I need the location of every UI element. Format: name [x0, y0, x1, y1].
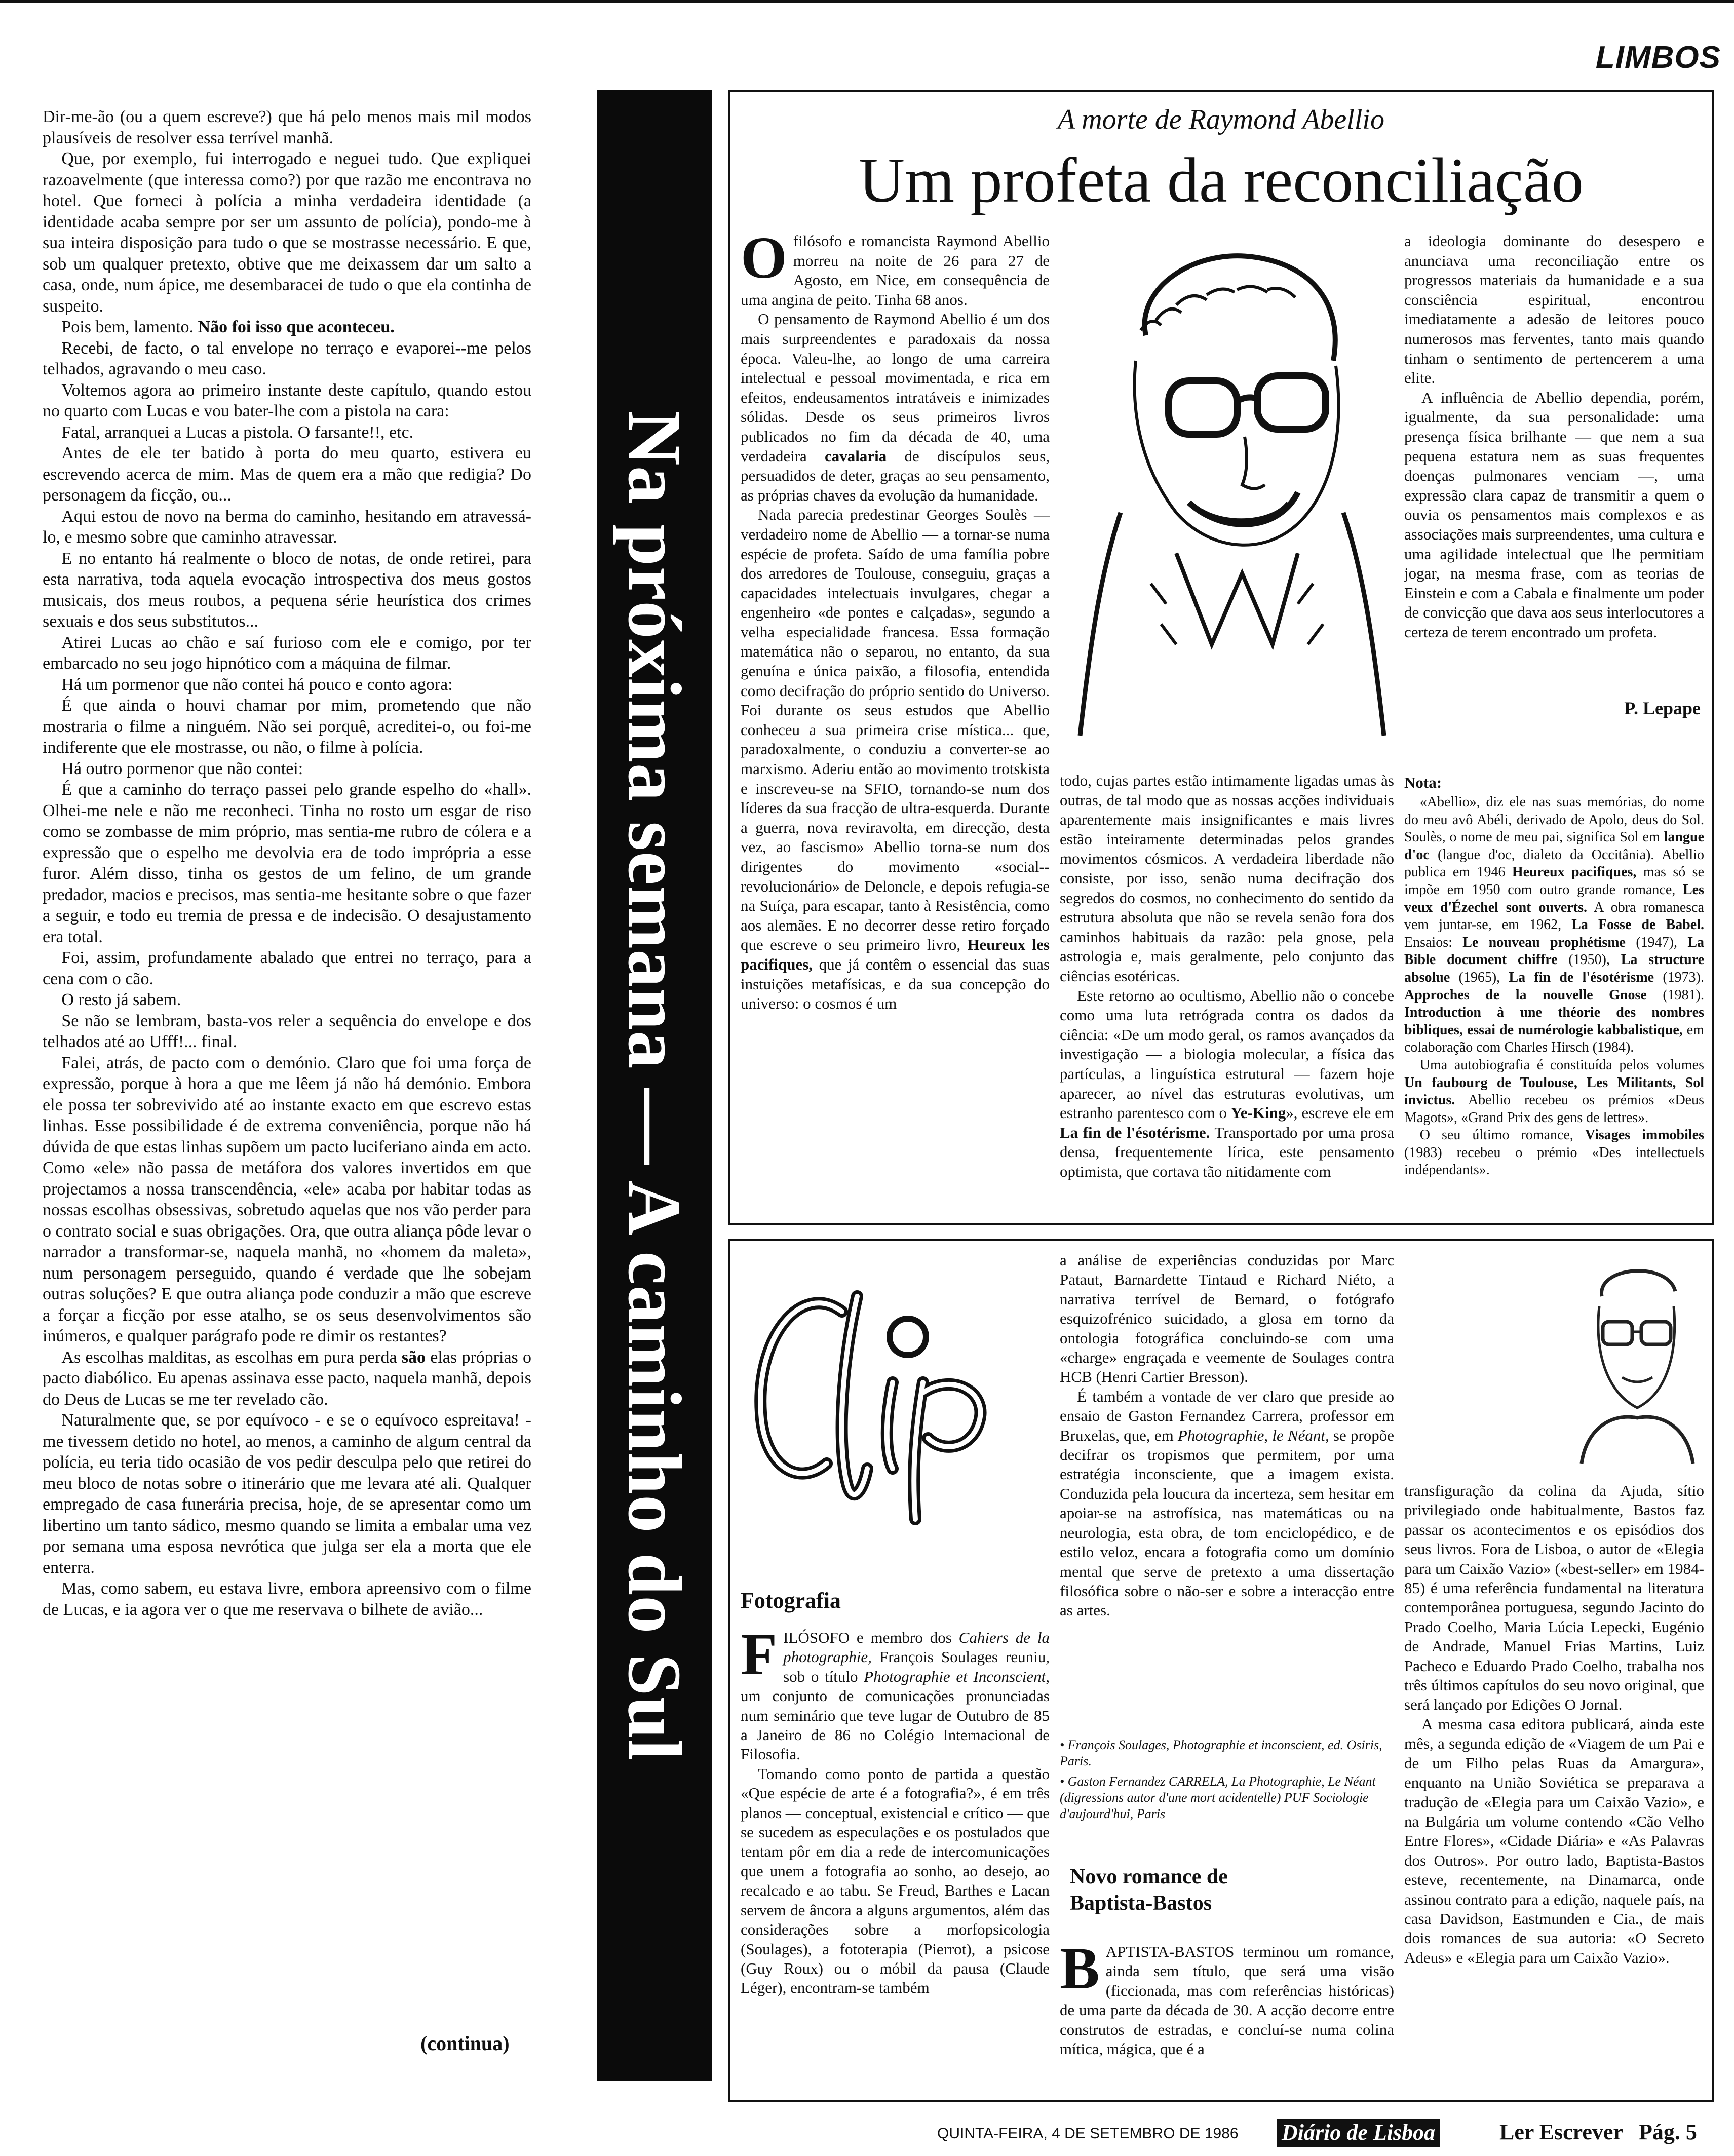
paragraph [1060, 1387, 1394, 1621]
text-run: Heureux pacifiques, [1512, 864, 1637, 880]
paragraph [43, 380, 531, 422]
text-run: que já contêm o essencial das suas instuições metafísicas, e da sua concepção do universo: o cosmos é um [741, 955, 1050, 1013]
paragraph [741, 505, 1050, 1013]
text-run: Un faubourg de Toulouse, Les Militants, Sol invictus. [1404, 1074, 1704, 1108]
text-run: Fatal, arranquei a Lucas a pistola. O farsante!!, etc. [61, 422, 414, 442]
paragraph [741, 310, 1050, 505]
text-run: Les veux d'Ézechel sont ouverts. [1404, 881, 1704, 915]
paragraph [43, 317, 531, 338]
fotografia-column-2 [1060, 1251, 1394, 1621]
paragraph [43, 758, 531, 780]
text-run: (1950), [1557, 952, 1621, 968]
paragraph [1404, 1127, 1704, 1179]
paragraph [1060, 1251, 1394, 1387]
text-run: Heureux les pacifiques, [741, 936, 1050, 973]
text-run: Uma autobiografia é constituída pelos volumes [1419, 1057, 1704, 1073]
text-run: A influência de Abellio dependia, porém, igualmente, da sua personalidade: uma presença física brilhante — que nem a sua pequena estatura nem as suas frequentes doenças pulmonares venciam —, uma expressão clara capaz de transmitir a quem o ouvia os pensamentos mais complexos e as associações mais surpreendentes, uma cultura e uma agilidade intelectual que lhe permitiam jogar, na mesma frase, com as teorias de Einstein e com a Cabala e finalmente um poder de convicção que dava aos seus interlocutores a certeza de terem encontrado um profeta. [1404, 388, 1704, 641]
text-run: a análise de experiências conduzidas por Marc Pataut, Barnardette Tintaud e Richard Niéto, a narrativa terrível de Bernard, o fotógrafo esquizofrénico suicidado, a glosa em torno da ontologia fotográfica concluindo-se com uma «charge» engraçada e veemente de Soulages contra HCB (Henri Cartier Bresson). [1060, 1251, 1394, 1386]
romance-column-2 [1404, 1481, 1704, 1968]
clip-logo [741, 1251, 1024, 1534]
text-run: elas próprias o pacto diabólico. Eu apenas assinava esse pacto, naquela manhã, depois do Deus de Lucas se me ter revelado cão. [43, 1348, 531, 1409]
text-run: se propõe decifrar os tropismos que permitem, por uma estratégia inconsciente, que a imagem exista. Conduzida pela loucura da incerteza, sem hesitar em apoiar-se na astrofísica, nas matemáticas ou na neurologia, esta obra, de tom enciclopédico, e de estilo veloz, encara a fotografia como um domínio mental que serve de pretexto a uma dissertação filosófica sobre o não-ser e sobre a interacção entre as artes. [1060, 1426, 1395, 1620]
top-rule [0, 0, 1734, 3]
text-run: Este retorno ao ocultismo, Abellio não o concebe como uma luta retrógrada contra os dados da ciência: «De um modo geral, os ramos avançados da investigação — a biologia molecular, a física das partículas, a linguística estrutural — fazem hoje aparecer, ao nível das estruturas evolutivas, um estranho parentesco com o [1060, 986, 1394, 1122]
section-label: LIMBOS [1595, 40, 1721, 75]
paragraph [1060, 771, 1394, 986]
abellio-portrait [1060, 229, 1394, 766]
text-run: Atirei Lucas ao chão e saí furioso com ele e comigo, por ter embarcado no seu jogo hipnótico com a máquina de filmar. [43, 633, 531, 673]
paragraph [43, 989, 531, 1011]
text-run: Recebi, de facto, o tal envelope no terraço e evaporei--me pelos telhados, agravando o meu caso. [43, 338, 531, 378]
baptista-bastos-photo [1566, 1251, 1704, 1464]
text-run: La Bible document chiffre [1404, 934, 1704, 968]
text-run: Aqui estou de novo na berma do caminho, hesitando em atravessá-lo, e mesmo sobre que caminho atravessar. [43, 507, 531, 547]
text-run: », escreve ele em [1286, 1104, 1394, 1122]
romance-column-1 [1060, 1935, 1394, 2059]
paragraph [1404, 1715, 1704, 1968]
drop-cap: O [741, 224, 787, 291]
abellio-kicker: A morte de Raymond Abellio [1058, 104, 1384, 135]
abellio-byline: P. Lepape [1624, 698, 1701, 718]
text-run: O resto já sabem. [61, 990, 181, 1009]
text-run: filósofo e romancista Raymond Abellio morreu na noite de 26 para 27 de Agosto, em Nice, em consequência de uma angina de peito. Tinha 68 anos. [741, 232, 1050, 309]
paragraph [1404, 1057, 1704, 1127]
next-week-banner-text: Na próxima semana — A caminho do Sul [612, 410, 697, 1761]
text-run: transfiguração da colina da Ajuda, sítio privilegiado onde habitualmente, Bastos faz passar os acontecimentos e os episódios dos seus livros. Fora de Lisboa, o autor de «Elegia para um Caixão Vazio» («best-seller» em 1984-85) é uma referência fundamental na literatura contemporânea portuguesa, segundo Jacinto do Prado Coelho, Maria Lúcia Lepecki, Eugénio de Andrade, Manuel Frias Martins, Luiz Pacheco e Eduardo Prado Coelho, trabalha nos três últimos capítulos do seu novo original, que será lançado por Edições O Jornal. [1404, 1482, 1704, 1714]
text-run: (1947), [1625, 934, 1688, 950]
fotografia-column-1 [741, 1621, 1050, 1998]
text-run: (langue d'oc, dialeto da Occitânia). Abellio publica em 1946 [1404, 846, 1704, 880]
paragraph [1060, 1935, 1394, 2059]
text-run: Le nouveau prophétisme [1462, 934, 1626, 950]
text-run: Abellio recebeu os prémios «Deus Magots», «Grand Prix des gens de lettres». [1404, 1092, 1704, 1126]
paragraph [43, 1053, 531, 1347]
drop-cap: B [1060, 1935, 1100, 2001]
text-run: O pensamento de Raymond Abellio é um dos mais surpreendentes e paradoxais da nossa época. Valeu-lhe, ao longo de uma carreira intelectual e pessoal movimentada, e rica em efeitos, endeusamentos intratáveis e inimizades sólidas. Desde os seus primeiros livros publicados no fim da década de 40, uma verdadeira [741, 310, 1050, 465]
footer-supplement: Ler Escrever [1499, 2120, 1623, 2144]
footer-page: Pág. 5 [1639, 2120, 1697, 2144]
abellio-column-3 [1404, 232, 1704, 642]
abellio-headline: Um profeta da reconciliação [859, 145, 1584, 216]
text-run: As escolhas malditas, as escolhas em pura perda [61, 1348, 402, 1367]
paragraph [43, 443, 531, 506]
text-run: em colaboração com Charles Hirsch (1984). [1404, 1022, 1704, 1056]
text-run: É que a caminho do terraço passei pelo grande espelho do «hall». Olhei-me nele e não me reconheci. Tinha no rosto um esgar de riso como se zombasse de mim próprio, mas sentia-me rubro de cólera e a expressão que o espelho me devolvia era de todo imprópria a esse furor. Além disso, tinha os gestos de um felino, de um grande predador, macios e precisos, mas sentia-me hesitante sobre o que fazer a seguir, e todo eu tremia de pressa e de indecisão. O desajustamento era total. [43, 780, 531, 946]
paragraph [43, 1347, 531, 1410]
paragraph [43, 338, 531, 380]
text-run: um conjunto de comunicações pronunciadas num seminário que teve lugar de Outubro de 85 a Janeiro de 86 no Colégio Internacional de Filosofia. [741, 1687, 1050, 1763]
paragraph [1060, 986, 1394, 1182]
footer-masthead: Diário de Lisboa [1277, 2119, 1440, 2147]
text-run: de discípulos seus, persuadidos de deter, graças ao seu pensamento, as próprias chaves da evolução da humanidade. [741, 447, 1050, 504]
paragraph [43, 947, 531, 989]
text-run: É também a vontade de ver claro que preside ao ensaio de Gaston Fernandez Carrera, professor em Bruxelas, que, em [1060, 1387, 1394, 1444]
paragraph [43, 632, 531, 674]
text-run: François Soulages reuniu, sob o título [783, 1648, 1050, 1685]
text-run: A mesma casa editora publicará, ainda este mês, a segunda edição de «Viagem de um Pai e de um Filho pelas Ruas da Amargura», enquanto na União Soviética se preparava a tradução de «Elegia para um Caixão Vazio», e na Bulgária um volume contendo «Cão Velho Entre Flores», «Cidade Diária» e «As Palavras dos Outros». Por outro lado, Baptista-Bastos esteve, recentemente, na Dinamarca, onde assinou contrato para a edição, naquele país, na casa Davidson, Eastmunden e Cia., de mais dois romances de sua autoria: «O Secreto Adeus» e «Elegia para um Caixão Vazio». [1404, 1715, 1704, 1967]
text-run: La Fosse de Babel. [1571, 917, 1704, 933]
text-run: Visages immobiles [1585, 1127, 1704, 1143]
paragraph [1404, 232, 1704, 388]
text-run: APTISTA-BASTOS terminou um romance, ainda sem título, que será uma visão (ficcionada, mas com referências históricas) de uma parte da década de 30. A acção decorre entre construtos de estradas, e concluí-se numa colina mítica, mágica, que é a [1060, 1943, 1394, 2058]
text-run: Foi, assim, profundamente abalado que entrei no terraço, para a cena com o cão. [43, 948, 531, 988]
text-run: Se não se lembram, basta-vos reler a sequência do envelope e dos telhados até ao Ufff!... final. [43, 1011, 531, 1051]
paragraph [43, 422, 531, 443]
text-run: E no entanto há realmente o bloco de notas, de onde retirei, para esta narrativa, toda aquela evocação introspectiva dos meus gostos musicais, dos meus roubos, a pequena série heurística dos crimes sexuais e dos seus substitutos... [43, 549, 531, 631]
text-run: Não foi isso que aconteceu. [198, 318, 395, 336]
paragraph [43, 506, 531, 548]
text-run: La structure absolue [1404, 952, 1704, 985]
text-run: mas só se impõe em 1950 com outro grande romance, [1404, 864, 1704, 898]
text-run: O seu último romance, [1419, 1127, 1585, 1143]
text-run: (1965), [1450, 969, 1509, 985]
text-run: La fin de l'ésotérisme [1509, 969, 1654, 985]
text-run: Antes de ele ter batido à porta do meu quarto, estivera eu escrevendo acerca de mim. Mas de quem era a mão que redigia? Do personagem da ficção, ou... [43, 444, 531, 505]
text-run: Introduction à une théorie des nombres bibliques, essai de numérologie kabbalistique, [1404, 1005, 1704, 1038]
text-run: cavalaria [825, 447, 887, 465]
text-run: Photographie et Inconscient, [864, 1667, 1050, 1685]
text-run: Que, por exemplo, fui interrogado e neguei tudo. Que expliquei razoavelmente (que interessa como?) por que razão me encontrava no hotel. Que forneci à polícia a minha verdadeira identidade (a identidade acaba sempre por ser um assunto de polícia), pondo-me à sua inteira disposição para tudo o que se mostrasse necessário. E que, sob um qualquer pretexto, obtive que me deixassem dar um salto a casa, onde, num ápice, me desembaracei de tudo o que ela continha de suspeito. [43, 149, 531, 316]
next-week-banner [597, 90, 712, 2081]
text-run: são [401, 1348, 426, 1367]
paragraph [43, 106, 531, 148]
fiction-column [43, 106, 531, 1620]
text-run: La fin de l'ésotérisme. [1060, 1123, 1210, 1141]
text-run: Naturalmente que, se por equívoco - e se o equívoco espreitava! - me tivessem detido no hotel, ao menos, a caminho de algum central da polícia, eu teria tido ocasião de vos pedir desculpa pelo que retirei do meu bloco de notas sobre o itinerário que me levara até ali. Qualquer empregado de casa funerária precisa, hoje, de se apresentar como um libertino um tanto sádico, mesmo quando se limita a embalar uma vez por semana uma esposa nevrótica que julga ser ela a morta que ele enterra. [43, 1411, 531, 1577]
paragraph [1404, 388, 1704, 642]
clip-box [728, 1239, 1714, 2102]
abellio-column-1 [741, 224, 1050, 1014]
paragraph [1404, 1481, 1704, 1715]
continua-label: (continua) [420, 2032, 510, 2055]
text-run: «Abellio», diz ele nas suas memórias, do nome do meu avô Abéli, derivado de Apolo, deus do Sol. Soulès, o nome de meu pai, significa Sol em [1404, 794, 1704, 845]
paragraph [741, 1764, 1050, 1998]
text-run: Tomando como ponto de partida a questão «Que espécie de arte é a fotografia?», é em três planos — conceptual, existencial e crítico — que se sucedem as especulações e os postulados que tentam pôr em dia a rede de intercomunicações que unem a fotografia ao sonho, ao desejo, ao recalcado e ao tabu. Se Freud, Barthes e Lacan servem de âncora a alguns argumentos, além das considerações sobre a morfopsicologia (Soulages), a fototerapia (Pierrot), a psicose (Guy Roux) ou o móbil da pausa (Claude Léger), encontram-se também [741, 1764, 1050, 1997]
text-run: ILÓSOFO e membro dos [783, 1629, 959, 1646]
drop-cap: F [741, 1621, 778, 1687]
fotografia-references [1060, 1737, 1394, 1826]
reference-item: • François Soulages, Photographie et inconscient, ed. Osiris, Paris. [1060, 1738, 1382, 1768]
text-run: Approches de la nouvelle Gnose [1404, 987, 1647, 1003]
text-run: Cahiers de la photographie, [783, 1629, 1050, 1666]
text-run: Há um pormenor que não contei há pouco e conto agora: [61, 675, 453, 694]
text-run: a ideologia dominante do desespero e anunciava uma reconciliação entre os progressos materiais da humanidade e a sua consciência espiritual, encontrou imediatamente a adesão de leitores pouco numerosos mas ferventes, tanto mais quando tinham o sentimento de pertencerem a uma elite. [1404, 232, 1704, 387]
text-run: Ye-King [1230, 1104, 1286, 1122]
text-run: Dir-me-ão (ou a quem escreve?) que há pelo menos mais mil modos plausíveis de resolver essa terrível manhã. [43, 107, 531, 147]
nota-title: Nota: [1404, 774, 1442, 791]
paragraph [43, 148, 531, 317]
paragraph [43, 1011, 531, 1053]
abellio-column-2 [1060, 771, 1394, 1181]
text-run: Falei, atrás, de pacto com o demónio. Claro que foi uma força de expressão, porque à hora a que me lêem já não há demónio. Embora ele possa ter sobrevivido até ao instante exacto em que escrevo estas linhas. Esse possibilidade é de extrema conveniência, porque não há dúvida de que estas linhas supõem um pacto luciferiano ainda em acto. Como «ele» não passa de metáfora dos valores invertidos em que projectamos a nossa transcendência, «ele» acaba por habitar todas as nossas escolhas obsessivas, sobretudo aquelas que nos vão perder para o contrato social e suas obrigações. Ora, que outra aliança pôde levar o narrador a transformar-se, naquela manhã, no «homem da maleta», num personagem perseguido, quando é verdade que lhe sobejam outras soluções? E que outra aliança pode conduzir a mão que escreve a forçar a ficção por esse atalho, se os seus desenvolvimentos são inúmeros, e qualquer parágrafo pode re dimir os restantes? [43, 1053, 531, 1345]
text-run: Há outro pormenor que não contei: [61, 759, 303, 778]
text-run: (1973). [1654, 969, 1704, 985]
paragraph [43, 695, 531, 758]
text-run: Photographie, le Néant, [1177, 1426, 1329, 1444]
text-run: langue d'oc [1404, 829, 1704, 863]
text-run: Transportado por uma prosa densa, frequentemente lírica, este pensamento optimista, que cortava tão nitidamente com [1060, 1123, 1394, 1180]
text-run: Ensaios: [1404, 934, 1463, 950]
fotografia-title: Fotografia [741, 1588, 841, 1613]
paragraph [43, 674, 531, 696]
abellio-nota [1404, 794, 1704, 1179]
paragraph [43, 1578, 531, 1620]
text-run: Mas, como sabem, eu estava livre, embora apreensivo com o filme de Lucas, e ia agora ver o que me reservava o bilhete de avião... [43, 1579, 531, 1619]
text-run: (1983) recebeu o prémio «Des intellectuels indépendants». [1404, 1144, 1704, 1178]
paragraph [741, 224, 1050, 310]
abellio-article-box [728, 90, 1714, 1225]
reference-item: • Gaston Fernandez CARRELA, La Photographie, Le Néant (digressions autor d'une mort acidentelle) PUF Sociologie d'aujourd'hui, Paris [1060, 1774, 1376, 1821]
paragraph [741, 1621, 1050, 1764]
footer-date: QUINTA-FEIRA, 4 DE SETEMBRO DE 1986 [937, 2125, 1239, 2142]
text-run: todo, cujas partes estão intimamente ligadas umas às outras, de tal modo que as nossas acções individuais aparentemente mais insignificantes e mais livres estão inteiramente determinadas pelos grandes movimentos cósmicos. A verdadeira liberdade não consiste, por isso, senão numa decifração dos segredos do cosmos, no conhecimento do sentido da estrutura absoluta que não se revela senão fora dos caminhos habituais da razão: pela gnose, pela astrologia e, mais geralmente, pelo conjunto das ciências esotéricas. [1060, 772, 1394, 985]
text-run: Voltemos agora ao primeiro instante deste capítulo, quando estou no quarto com Lucas e vou bater-lhe com a pistola na cara: [43, 380, 531, 420]
text-run: É que ainda o houvi chamar por mim, prometendo que não mostraria o filme a ninguém. Não sei porquê, acreditei-o, ou foi-me indiferente que ele mostrasse, ou não, o filme à polícia. [43, 696, 531, 757]
romance-title: Novo romance de Baptista-Bastos [1070, 1865, 1228, 1915]
text-run: A obra romanesca vem juntar-se, em 1962, [1404, 899, 1704, 933]
paragraph [43, 1410, 531, 1578]
text-run: Pois bem, lamento. [61, 318, 198, 336]
text-run: (1981). [1646, 987, 1705, 1003]
paragraph [1404, 794, 1704, 1057]
paragraph [43, 779, 531, 947]
paragraph [43, 548, 531, 632]
text-run: Nada parecia predestinar Georges Soulès — verdadeiro nome de Abellio — a tornar-se numa espécie de profeta. Saído de uma família pobre dos arredores de Toulouse, conseguiu, graças a capacidades intelectuais invulgares, chegar a engenheiro «de pontes e calçadas», segundo a velha especialidade francesa. Essa formação matemática não o separou, no entanto, da sua genuína e única paixão, a filosofia, entendida como decifração do próprio sentido do Universo. Foi durante os seus estudos que Abellio conheceu a sua primeira crise mística... que, paradoxalmente, o conduziu a converter-se ao marxismo. Aderiu então ao movimento trotskista e inscreveu-se na SFIO, tornando-se num dos líderes da sua fracção de ultra-esquerda. Durante a guerra, nova reviravolta, em direcção, desta vez, ao fascismo» Abellio torna-se num dos dirigentes do movimento «social--revolucionário» de Deloncle, e depois refugia-se na Suíça, para escapar, tanto à Resistência, como aos alemães. E no decorrer desse retiro forçado que escreve o seu primeiro livro, [741, 506, 1050, 954]
